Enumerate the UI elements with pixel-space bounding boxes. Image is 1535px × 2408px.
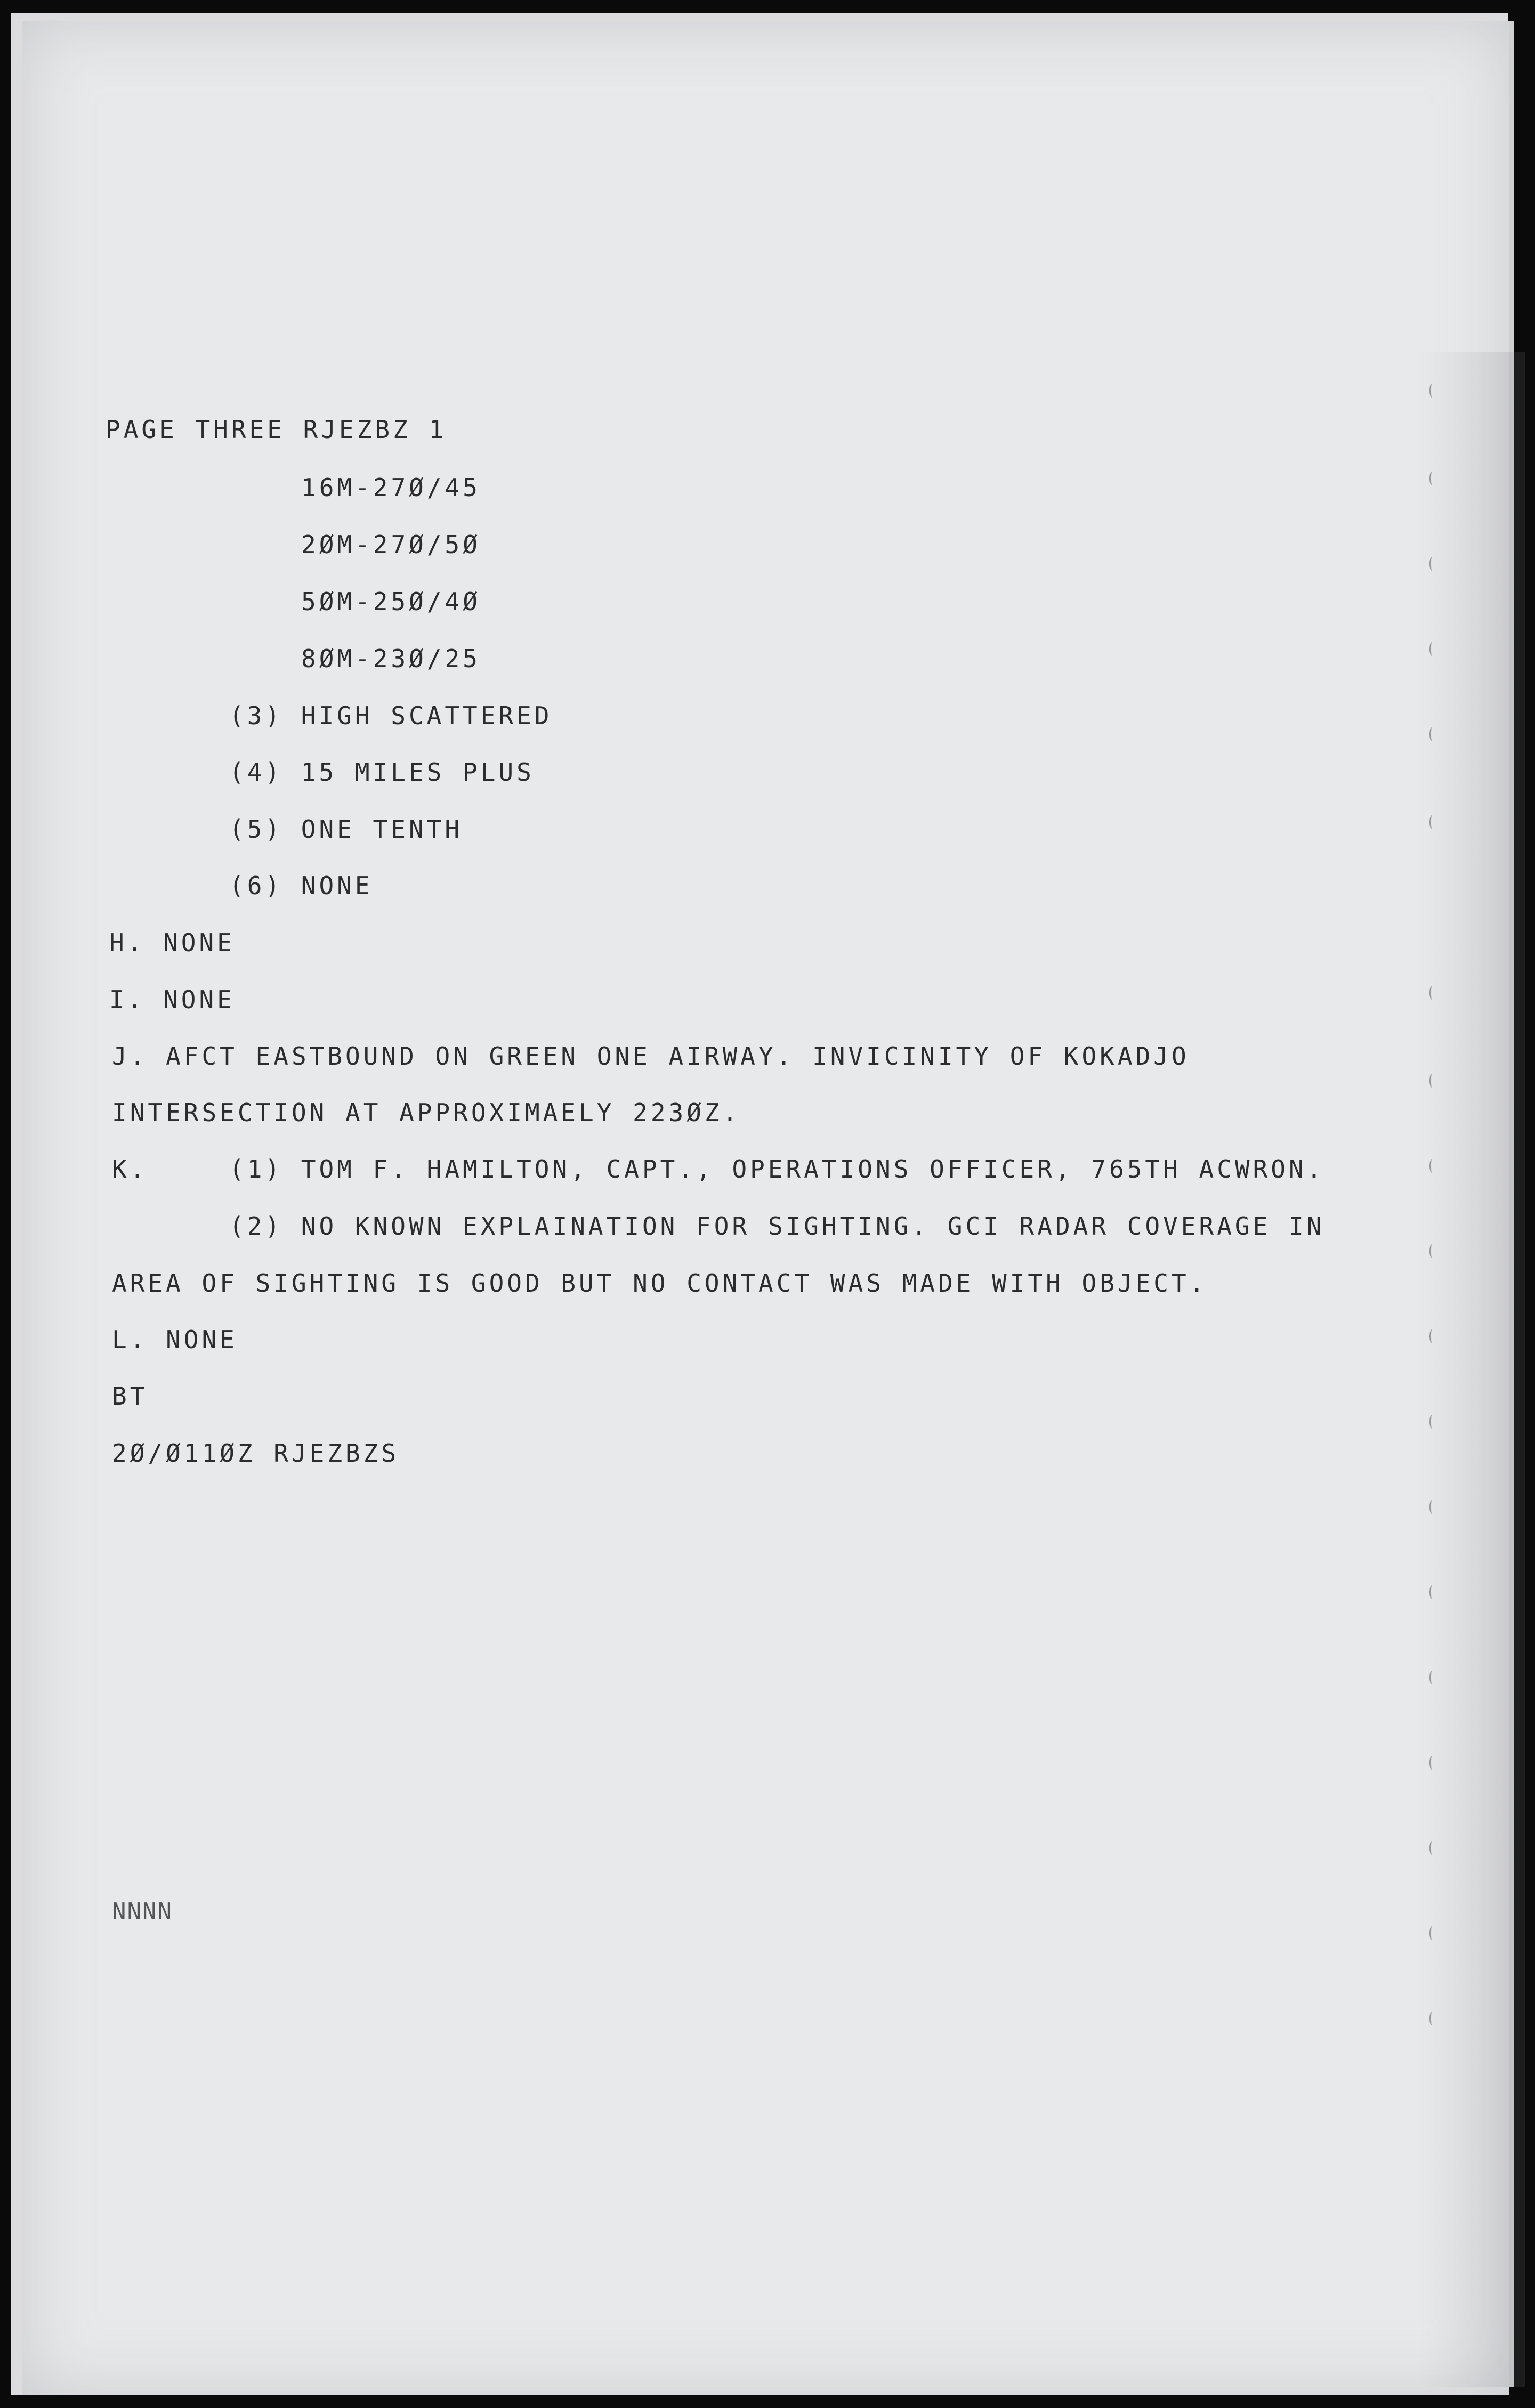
section-k-item1: (1) TOM F. HAMILTON, CAPT., OPERATIONS OFFICER, 765TH ACWRON.: [229, 1155, 1325, 1183]
date-time-group: 2Ø/Ø11ØZ RJEZBZS: [112, 1439, 400, 1467]
section-h: H. NONE: [109, 928, 235, 957]
page-header: PAGE THREE RJEZBZ 1: [106, 415, 447, 444]
section-k-item2: (2) NO KNOWN EXPLAINATION FOR SIGHTING. GCI RADAR COVERAGE IN: [229, 1212, 1325, 1241]
end-of-message: NNNN: [112, 1898, 173, 1925]
section-j-line2: INTERSECTION AT APPROXIMAELY 223ØZ.: [112, 1098, 741, 1127]
break-marker: BT: [112, 1382, 148, 1410]
item-4-visibility: (4) 15 MILES PLUS: [229, 758, 535, 787]
section-k-item2-cont: AREA OF SIGHTING IS GOOD BUT NO CONTACT WAS MADE WITH OBJECT.: [112, 1269, 1208, 1298]
item-3-clouds: (3) HIGH SCATTERED: [229, 701, 553, 730]
section-j-line1: J. AFCT EASTBOUND ON GREEN ONE AIRWAY. INVICINITY OF KOKADJO: [112, 1042, 1190, 1071]
document-page: [22, 21, 1509, 2395]
section-l: L. NONE: [112, 1325, 238, 1354]
item-5-cover: (5) ONE TENTH: [229, 815, 463, 844]
wind-line-80m: 8ØM-23Ø/25: [301, 644, 481, 673]
section-k-label: K.: [112, 1155, 148, 1183]
page-shadow: [1419, 352, 1525, 2387]
item-6-none: (6) NONE: [229, 871, 373, 900]
wind-line-20m: 2ØM-27Ø/5Ø: [301, 530, 481, 559]
section-i: I. NONE: [109, 985, 235, 1014]
wind-line-16m: 16M-27Ø/45: [301, 473, 481, 502]
wind-line-50m: 5ØM-25Ø/4Ø: [301, 587, 481, 616]
